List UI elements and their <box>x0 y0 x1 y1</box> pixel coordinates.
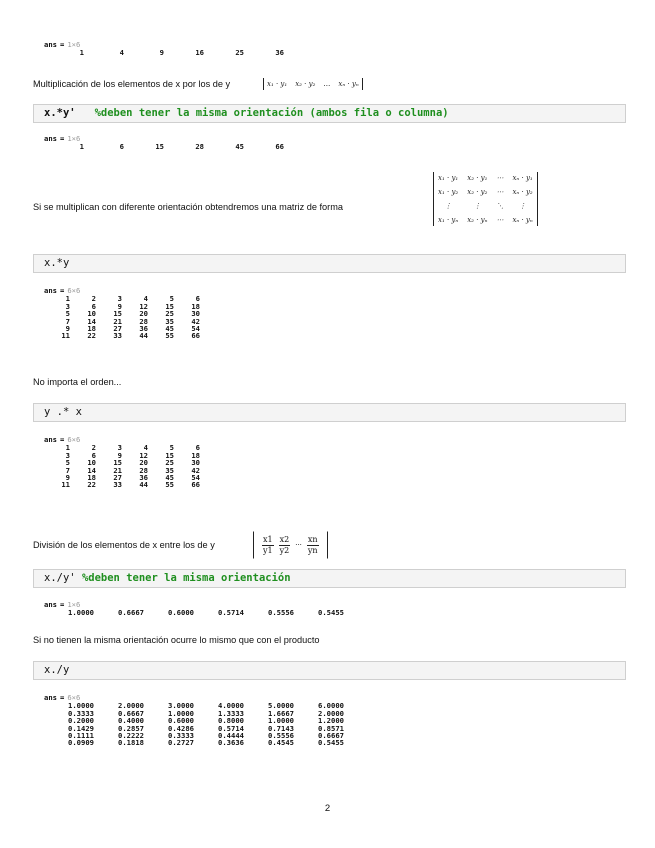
output-ans-5 <box>44 601 344 617</box>
numerator: xn <box>307 534 318 544</box>
output-value: 1.0000 <box>68 701 94 711</box>
output-value: 3.0000 <box>168 701 194 711</box>
output-value: 5 <box>65 458 70 468</box>
output-value: 12 <box>139 450 148 460</box>
output-value: 42 <box>191 465 200 475</box>
output-value: 1.6667 <box>268 708 294 718</box>
text-multiplicacion: Multiplicación de los elementos de x por los de y <box>33 79 231 89</box>
output-values <box>44 49 284 56</box>
output-value: 18 <box>87 324 96 334</box>
ans-header <box>44 41 284 48</box>
output-values <box>44 444 200 488</box>
vector-term: x₁ · y₁ <box>267 80 288 88</box>
output-value: 33 <box>113 331 122 341</box>
ans-label: ans <box>44 435 57 444</box>
output-value: 66 <box>191 480 200 490</box>
output-value: 0.4000 <box>118 716 144 726</box>
code-cell-4[interactable] <box>33 569 626 588</box>
output-value: 20 <box>139 309 148 319</box>
code-cell-3[interactable] <box>33 403 626 422</box>
output-value: 3 <box>117 443 122 453</box>
ans-label: ans <box>44 286 57 295</box>
output-value: 4 <box>143 294 148 304</box>
code-cell-1[interactable] <box>33 104 626 123</box>
ans-header <box>44 135 284 142</box>
output-value: 14 <box>87 316 96 326</box>
output-value: 9 <box>117 301 122 311</box>
output-value: 36 <box>139 324 148 334</box>
output-value: 55 <box>165 480 174 490</box>
output-value: 9 <box>65 324 70 334</box>
matrix-entry: ⋮ <box>519 202 527 210</box>
output-value: 0.1818 <box>118 738 144 748</box>
code-comment: %deben tener la misma orientación <box>81 572 291 584</box>
equals-sign: = <box>59 286 65 295</box>
matrix-entry: ⋯ <box>496 188 504 196</box>
output-value: 44 <box>139 480 148 490</box>
matrix-entry: x₁ · yₙ <box>438 216 459 224</box>
numerator: x1 <box>263 534 273 544</box>
output-value: 12 <box>139 301 148 311</box>
output-value: 27 <box>113 473 122 483</box>
output-value: 3 <box>117 294 122 304</box>
numerator: x2 <box>279 534 290 544</box>
output-value: 4 <box>119 48 124 58</box>
output-value: 15 <box>113 458 122 468</box>
output-value: 2.0000 <box>118 701 144 711</box>
output-value: 0.2000 <box>68 716 94 726</box>
denominator: y2 <box>279 545 290 555</box>
code-command: x.*y' <box>44 107 76 119</box>
dimensions: 1×6 <box>67 600 81 609</box>
equation-matrix <box>433 172 538 226</box>
output-value: 21 <box>113 465 122 475</box>
output-value: 0.3333 <box>168 731 194 741</box>
code-command: x./y <box>44 664 70 676</box>
output-value: 18 <box>191 301 200 311</box>
code-command: y .* x <box>44 406 82 418</box>
output-value: 25 <box>165 309 174 319</box>
equals-sign: = <box>59 693 65 702</box>
output-value: 7 <box>65 465 70 475</box>
output-value: 1.3333 <box>218 708 244 718</box>
output-value: 0.6000 <box>168 716 194 726</box>
output-value: 3 <box>65 450 70 460</box>
output-value: 0.4545 <box>268 738 294 748</box>
matrix-entry: x₂ · y₁ <box>467 174 488 182</box>
ans-label: ans <box>44 40 57 49</box>
output-value: 22 <box>87 480 96 490</box>
output-value: 15 <box>165 450 174 460</box>
output-value: 0.5556 <box>268 608 294 618</box>
ans-header <box>44 694 344 701</box>
equals-sign: = <box>59 134 65 143</box>
vector-term: xₙ · yₙ <box>338 80 359 88</box>
output-value: 5 <box>169 294 174 304</box>
output-value: 9 <box>65 473 70 483</box>
output-value: 33 <box>113 480 122 490</box>
output-value: 0.4444 <box>218 731 244 741</box>
output-value: 6 <box>91 450 96 460</box>
matrix-entry: ⋯ <box>496 216 504 224</box>
output-value: 0.1111 <box>68 731 94 741</box>
output-value: 15 <box>165 301 174 311</box>
matrix-entry: xₙ · y₁ <box>512 174 533 182</box>
output-value: 21 <box>113 316 122 326</box>
output-value: 15 <box>113 309 122 319</box>
output-value: 0.1429 <box>68 723 94 733</box>
output-value: 0.2727 <box>168 738 194 748</box>
output-value: 28 <box>139 465 148 475</box>
output-value: 22 <box>87 331 96 341</box>
output-value: 1 <box>65 294 70 304</box>
output-value: 9 <box>117 450 122 460</box>
text-division: División de los elementos de x entre los de y <box>33 540 215 550</box>
vector-term: … <box>323 80 331 88</box>
output-values <box>44 609 344 616</box>
output-ans-2 <box>44 135 284 151</box>
output-value: 1 <box>79 48 84 58</box>
output-value: 20 <box>139 458 148 468</box>
ans-label: ans <box>44 693 57 702</box>
output-values <box>44 702 344 746</box>
output-value: 0.5455 <box>318 738 344 748</box>
code-command: x./y' <box>44 572 76 584</box>
output-value: 6 <box>195 294 200 304</box>
code-comment: %deben tener la misma orientación (ambos fila o columna) <box>94 107 449 119</box>
output-value: 0.2857 <box>118 723 144 733</box>
output-value: 1.0000 <box>68 608 94 618</box>
output-value: 0.8000 <box>218 716 244 726</box>
equation-row-vector <box>263 78 363 90</box>
dimensions: 6×6 <box>67 286 81 295</box>
matrix-entry: ⋱ <box>496 202 504 210</box>
output-value: 0.6667 <box>118 608 144 618</box>
text-orden: No importa el orden... <box>33 377 122 387</box>
output-value: 0.3636 <box>218 738 244 748</box>
output-value: 66 <box>191 331 200 341</box>
output-value: 6 <box>195 443 200 453</box>
output-values <box>44 295 200 339</box>
output-value: 54 <box>191 473 200 483</box>
equals-sign: = <box>59 435 65 444</box>
output-value: 16 <box>195 48 204 58</box>
equals-sign: = <box>59 600 65 609</box>
output-value: 36 <box>139 473 148 483</box>
output-value: 36 <box>275 48 284 58</box>
text-misma-orientacion: Si no tienen la misma orientación ocurre lo mismo que con el producto <box>33 635 320 645</box>
matrix-entry: x₁ · y₁ <box>438 174 459 182</box>
output-value: 6.0000 <box>318 701 344 711</box>
output-value: 0.6667 <box>318 731 344 741</box>
output-value: 30 <box>191 309 200 319</box>
output-ans-1 <box>44 41 284 57</box>
output-value: 25 <box>235 48 244 58</box>
output-ans-4 <box>44 436 200 489</box>
matrix-entry: ⋯ <box>496 174 504 182</box>
output-value: 27 <box>113 324 122 334</box>
ans-header <box>44 287 200 294</box>
output-value: 1 <box>65 443 70 453</box>
output-value: 0.2222 <box>118 731 144 741</box>
output-values <box>44 143 284 150</box>
matrix-entry: x₂ · yₙ <box>467 216 488 224</box>
fraction <box>307 535 319 556</box>
output-value: 0.6667 <box>118 708 144 718</box>
output-value: 0.5714 <box>218 723 244 733</box>
dimensions: 6×6 <box>67 435 81 444</box>
output-value: 11 <box>61 331 70 341</box>
output-value: 45 <box>165 324 174 334</box>
output-value: 7 <box>65 316 70 326</box>
output-value: 66 <box>275 142 284 152</box>
output-value: 28 <box>139 316 148 326</box>
output-value: 0.5556 <box>268 731 294 741</box>
ans-label: ans <box>44 600 57 609</box>
output-value: 5.0000 <box>268 701 294 711</box>
output-value: 5 <box>169 443 174 453</box>
output-value: 1.0000 <box>168 708 194 718</box>
matrix-entry: xₙ · y₂ <box>512 188 533 196</box>
output-value: 55 <box>165 331 174 341</box>
output-value: 30 <box>191 458 200 468</box>
matrix-entry: x₁ · y₂ <box>438 188 459 196</box>
output-value: 4.0000 <box>218 701 244 711</box>
denominator: yn <box>307 545 318 555</box>
output-ans-3 <box>44 287 200 340</box>
dimensions: 1×6 <box>67 134 81 143</box>
output-value: 1.0000 <box>268 716 294 726</box>
text-diferente-orientacion: Si se multiplican con diferente orientación obtendremos una matriz de forma <box>33 202 343 212</box>
output-value: 28 <box>195 142 204 152</box>
output-value: 2.0000 <box>318 708 344 718</box>
ans-header <box>44 601 344 608</box>
ellipsis: ··· <box>295 541 302 549</box>
code-cell-5[interactable] <box>33 661 626 680</box>
output-value: 35 <box>165 316 174 326</box>
output-value: 0.8571 <box>318 723 344 733</box>
output-value: 0.7143 <box>268 723 294 733</box>
output-value: 0.5714 <box>218 608 244 618</box>
dimensions: 1×6 <box>67 40 81 49</box>
output-value: 1.2000 <box>318 716 344 726</box>
equation-fraction-vector <box>253 531 328 559</box>
output-value: 18 <box>87 473 96 483</box>
matrix-entry: x₂ · y₂ <box>467 188 488 196</box>
output-value: 4 <box>143 443 148 453</box>
output-value: 35 <box>165 465 174 475</box>
matrix-entry: xₙ · yₙ <box>512 216 533 224</box>
vector-term: x₂ · y₂ <box>295 80 316 88</box>
output-value: 2 <box>91 443 96 453</box>
output-value: 0.3333 <box>68 708 94 718</box>
output-value: 10 <box>87 458 96 468</box>
output-value: 44 <box>139 331 148 341</box>
page-number: 2 <box>324 803 331 814</box>
fraction <box>262 535 274 556</box>
output-value: 5 <box>65 309 70 319</box>
output-value: 6 <box>91 301 96 311</box>
output-value: 0.0909 <box>68 738 94 748</box>
output-value: 6 <box>119 142 124 152</box>
output-value: 0.4286 <box>168 723 194 733</box>
output-value: 45 <box>165 473 174 483</box>
fraction <box>279 535 291 556</box>
output-value: 0.5455 <box>318 608 344 618</box>
code-command: x.*y <box>44 257 70 269</box>
equals-sign: = <box>59 40 65 49</box>
output-value: 9 <box>159 48 164 58</box>
dimensions: 6×6 <box>67 693 81 702</box>
output-value: 42 <box>191 316 200 326</box>
output-value: 10 <box>87 309 96 319</box>
ans-header <box>44 436 200 443</box>
denominator: y1 <box>263 545 273 555</box>
output-value: 54 <box>191 324 200 334</box>
ans-label: ans <box>44 134 57 143</box>
code-cell-2[interactable] <box>33 254 626 273</box>
output-value: 2 <box>91 294 96 304</box>
matrix-entry: ⋮ <box>444 202 452 210</box>
output-value: 18 <box>191 450 200 460</box>
output-value: 1 <box>79 142 84 152</box>
output-value: 25 <box>165 458 174 468</box>
matrix-entry: ⋮ <box>473 202 481 210</box>
output-value: 14 <box>87 465 96 475</box>
output-value: 3 <box>65 301 70 311</box>
output-value: 15 <box>155 142 164 152</box>
output-value: 11 <box>61 480 70 490</box>
output-ans-6 <box>44 694 344 747</box>
output-value: 45 <box>235 142 244 152</box>
output-value: 0.6000 <box>168 608 194 618</box>
